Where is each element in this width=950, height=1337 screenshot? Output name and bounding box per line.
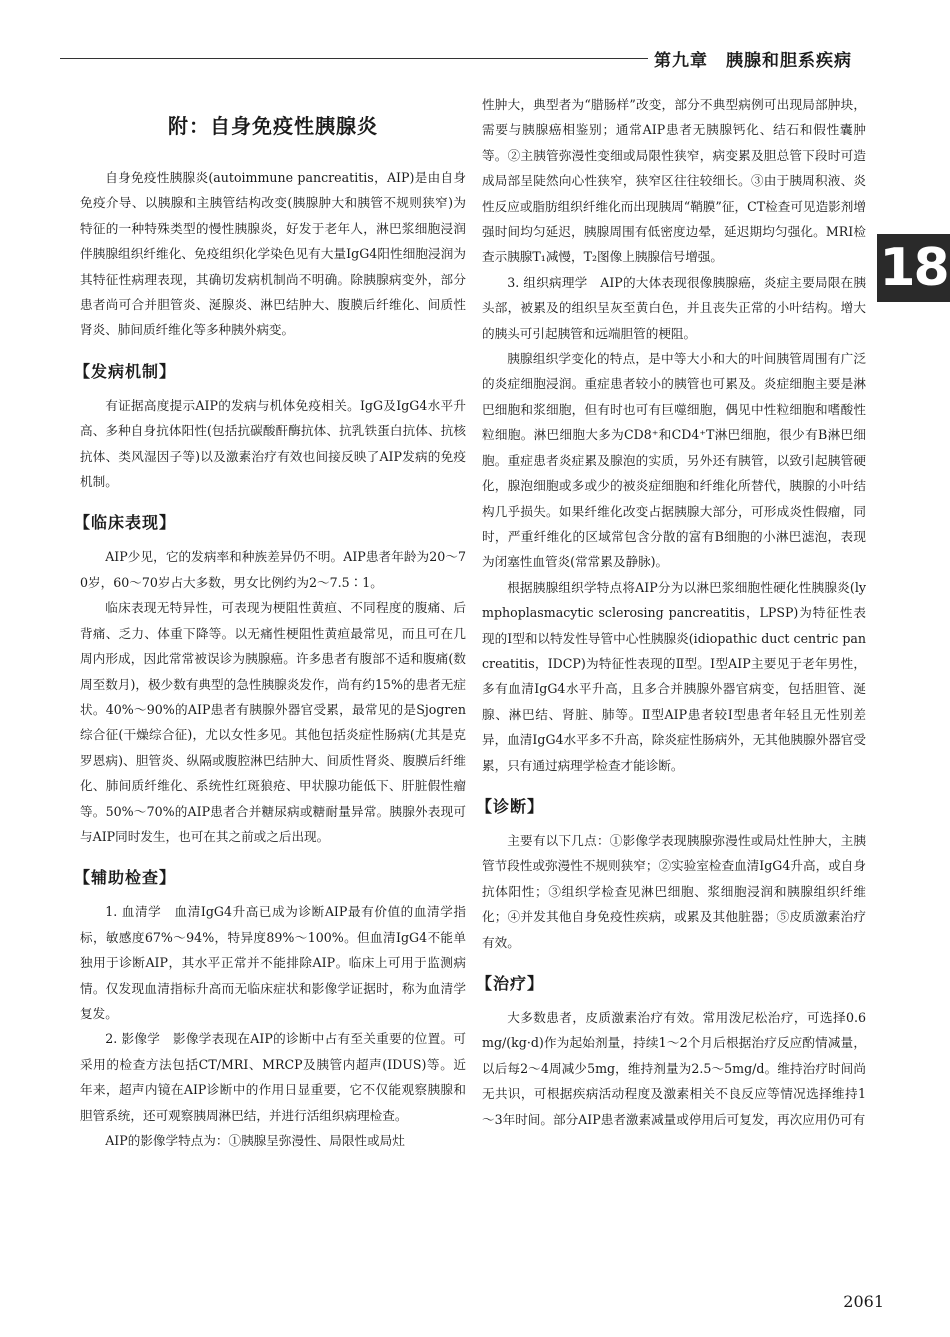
page-title: 附：自身免疫性胰腺炎 [168,114,378,138]
treatment-paragraph: 大多数患者，皮质激素治疗有效。常用泼尼松治疗，可选择0.6mg/(kg·d)作为起始剂量，持续1～2个月后根据治疗反应酌情减量，以后每2～4周减少5mg，维持剂量为2.5～5mg/d。维持治疗时间尚无共识，可根据疾病活动程度及激素相关不良反应等情况选择维持1～3年时间。部分AIP患者激素减量或停用后可复发，再次应用仍可有 [482,1010,866,1127]
auxiliary-paragraph-1: 1. 血清学 血清IgG4升高已成为诊断AIP最有价值的血清学指标，敏感度67%～94%，特异度89%～100%。但血清IgG4不能单独用于诊断AIP，其水平正常并不能排除AIP。临床上可用于监测病情。仅发现血清指标升高而无临床症状和影像学证据时，称为血清学复发。 [80,904,466,1021]
right-column [476,92,866,1132]
heading-treatment: 【治疗】 [476,974,545,993]
page-number: 2061 [843,1292,884,1311]
imaging-continued-paragraph: 性肿大，典型者为“腊肠样”改变，部分不典型病例可出现局部肿块，需要与胰腺癌相鉴别；通常AIP患者无胰腺钙化、结石和假性囊肿等。②主胰管弥漫性变细或局限性狭窄，病变累及胆总管下段时可造成局部呈陡然向心性狭窄，狭窄区往往较细长。③由于胰周积液、炎性反应或脂肪组织纤维化而出现胰周“鞘膜”征，CT检查可见造影剂增强时间均匀延迟，胰腺周围有低密度边晕，延迟期均匀强化。MRI检查示胰腺T₁减慢，T₂图像上胰腺信号增强。 [482,97,866,265]
clinical-paragraph-2: 临床表现无特异性，可表现为梗阻性黄疸、不同程度的腹痛、后背痛、乏力、体重下降等。以无痛性梗阻性黄疸最常见，而且可在几周内形成，因此常常被误诊为胰腺癌。许多患者有腹部不适和腹痛(数周至数月)，极少数有典型的急性胰腺炎发作，尚有约15%的患者无症状。40%～90%的AIP患者有胰腺外器官受累，最常见的是Sjogren综合征(干燥综合征)，尤以女性多见。其他包括炎症性肠病(尤其是克罗恩病)、胆管炎、纵隔或腹腔淋巴结肿大、间质性肾炎、腹膜后纤维化、肺间质纤维化、系统性红斑狼疮、甲状腺功能低下、肝脏假性瘤等。50%～70%的AIP患者合并糖尿病或糖耐量异常。胰腺外表现可与AIP同时发生，也可在其之前或之后出现。 [80,600,466,844]
auxiliary-paragraph-2: 2. 影像学 影像学表现在AIP的诊断中占有至关重要的位置。可采用的检查方法包括CT/MRI、MRCP及胰管内超声(IDUS)等。近年来，超声内镜在AIP诊断中的作用日显重要，它不仅能观察胰腺和胆管系统，还可观察胰周淋巴结，并进行活组织病理检查。 [80,1031,466,1123]
pathology-paragraph-1: 3. 组织病理学 AIP的大体表现很像胰腺癌，炎症主要局限在胰头部，被累及的组织呈灰至黄白色，并且丧失正常的小叶结构。增大的胰头可引起胰管和远端胆管的梗阻。 [482,274,866,341]
left-column [74,92,466,1153]
clinical-paragraph-1: AIP少见，它的发病率和种族差异仍不明。AIP患者年龄为20～70岁，60～70岁占大多数，男女比例约为2～7.5∶1。 [80,549,466,590]
heading-clinical: 【临床表现】 [74,513,177,533]
intro-paragraph: 自身免疫性胰腺炎(autoimmune pancreatitis，AIP)是由自身免疫介导、以胰腺和主胰管结构改变(胰腺肿大和胰管不规则狭窄)为特征的一种特殊类型的慢性胰腺炎，好发于老年人，淋巴浆细胞浸润伴胰腺组织纤维化、免疫组织化学染色见有大量IgG4阳性细胞浸润为其特征性病理表现，其确切发病机制尚不明确。除胰腺病变外，部分患者尚可合并胆管炎、涎腺炎、淋巴结肿大、腹膜后纤维化、间质性肾炎、肺间质纤维化等多种胰外病变。 [80,170,466,338]
mechanism-paragraph: 有证据高度提示AIP的发病与机体免疫相关。IgG及IgG4水平升高、多种自身抗体阳性(包括抗碳酸酐酶抗体、抗乳铁蛋白抗体、抗核抗体、类风湿因子等)以及激素治疗有效也间接反映了AIP发病的免疫机制。 [80,397,466,490]
chapter-tab: 18 [877,234,950,302]
header-rule [60,58,648,59]
heading-auxiliary: 【辅助检查】 [74,868,177,888]
heading-diagnosis: 【诊断】 [476,796,545,816]
chapter-header: 第九章 胰腺和胆系疾病 [654,51,852,71]
heading-mechanism: 【发病机制】 [74,361,177,381]
diagnosis-paragraph: 主要有以下几点：①影像学表现胰腺弥漫性或局灶性肿大，主胰管节段性或弥漫性不规则狭窄；②实验室检查血清IgG4升高，或自身抗体阳性；③组织学检查见淋巴细胞、浆细胞浸润和胰腺组织纤维化；④并发其他自身免疫性疾病，或累及其他脏器；⑤皮质激素治疗有效。 [482,832,866,950]
pathology-paragraph-2: 胰腺组织学变化的特点，是中等大小和大的叶间胰管周围有广泛的炎症细胞浸润。重症患者较小的胰管也可累及。炎症细胞主要是淋巴细胞和浆细胞，但有时也可有巨噬细胞，偶见中性粒细胞和嗜酸性粒细胞。淋巴细胞大多为CD8⁺和CD4⁺T淋巴细胞，很少有B淋巴细胞。重症患者炎症累及腺泡的实质，另外还有胰管，以致引起胰管硬化，腺泡细胞或多或少的被炎症细胞和纤维化所替代，胰腺的小叶结构几乎损失。如果纤维化改变占据胰腺大部分，可形成炎性假瘤，同时，严重纤维化的区域常包含分散的富有B细胞的小淋巴滤泡，表现为闭塞性血管炎(常常累及静脉)。 [482,351,866,570]
auxiliary-paragraph-3: AIP的影像学特点为：①胰腺呈弥漫性、局限性或局灶 [105,1133,405,1148]
pathology-paragraph-3: 根据胰腺组织学特点将AIP分为以淋巴浆细胞性硬化性胰腺炎(lymphoplasmacytic sclerosing pancreatitis，LPSP)为特征性表现的Ⅰ型和以特发性导管中心性胰腺炎(idiopathic duct centric pancreatitis，IDCP)为特征性表现的Ⅱ型。Ⅰ型AIP主要见于老年男性，多有血清IgG4水平升高，且多合并胰腺外器官病变，包括胆管、涎腺、淋巴结、肾脏、肺等。Ⅱ型AIP患者较Ⅰ型患者年轻且无性别差异，血清IgG4水平多不升高，除炎症性肠病外，无其他胰腺外器官受累，只有通过病理学检查才能诊断。 [482,579,866,773]
